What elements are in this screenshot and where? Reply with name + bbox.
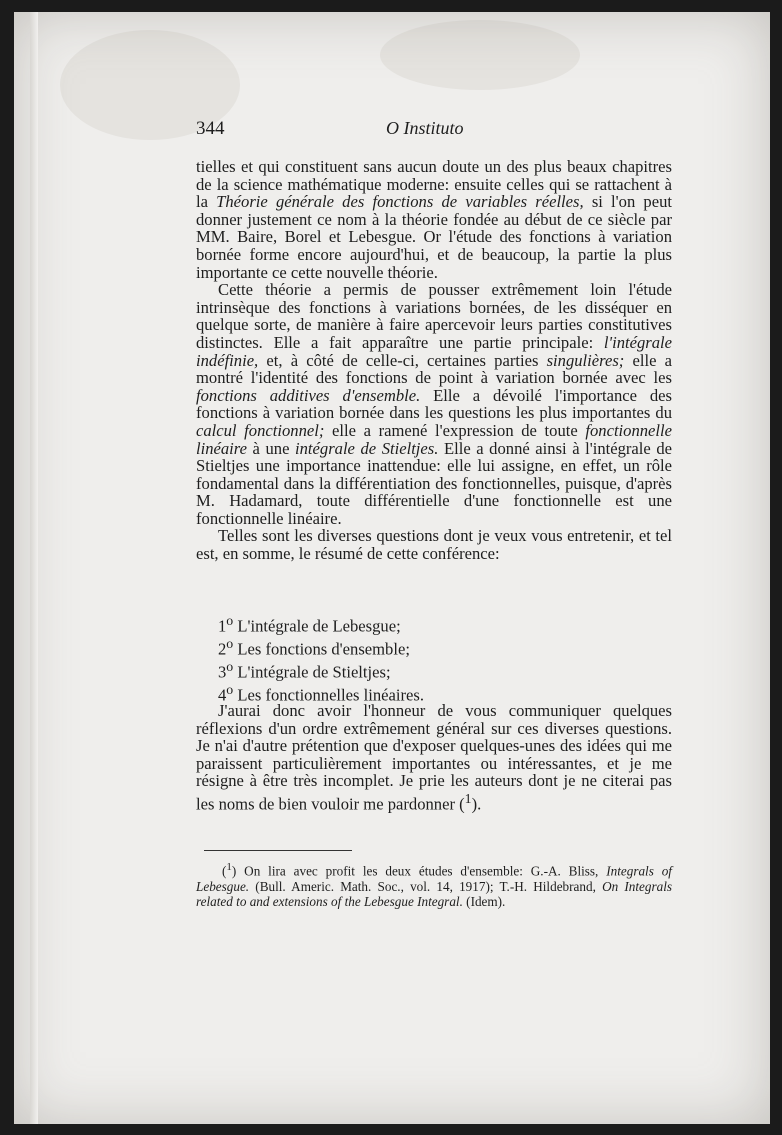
text-run: tielles et qui constituent sans aucun doute un des plus beaux chapitres de la science mathématique moderne: ensuite celles qui se rattachent à la [196, 157, 672, 212]
text-run: Elle a donné ainsi à l'intégrale de Stieltjes une importance inattendue: elle lui assigne, en effet, un rôle fondamental dans la différentiation des fonctionnelles, puisque, d'après M. Hadamard, toute différentielle d'une fonctionnelle est une fonctionnelle linéaire. [196, 438, 672, 528]
paragraph-1 [196, 158, 672, 281]
list-item-text: L'intégrale de Stieltjes; [233, 662, 391, 682]
text-run: si l'on peut donner justement ce nom à la théorie fondée au début de ce siècle par MM. Baire, Borel et Lebesgue. Or l'étude des fonctions à variation bornée forme encore aujourd'hui, et de beaucoup, la partie la plus importante ce cette nouvelle théorie. [196, 192, 672, 282]
italic-text: Integrals of Lebesgue. [196, 863, 672, 894]
list-ordinal: 3 [218, 662, 227, 682]
running-title: O Instituto [386, 118, 464, 138]
text-run: Elle a dévoilé l'importance des fonctions à variation bornée dans les questions les plus importantes du [196, 385, 672, 423]
topic-list [218, 612, 658, 705]
paragraph-2 [196, 281, 672, 527]
text-run: (Bull. Americ. Math. Soc., vol. 14, 1917); T.-H. Hildebrand, [249, 878, 603, 894]
text-run: à une [247, 438, 296, 458]
italic-text: Théorie générale des fonctions de variables réelles, [216, 192, 584, 212]
text-run: Telles sont les diverses questions dont je veux vous entretenir, et tel est, en somme, le résumé de cette conférence: [196, 526, 672, 564]
text-run: elle a ramené l'expression de toute [324, 420, 586, 440]
list-item [218, 612, 658, 635]
ordinal-suffix: o [226, 659, 234, 675]
list-ordinal: 4 [218, 685, 227, 705]
footnote-marker: 1 [226, 861, 232, 873]
list-item [218, 658, 658, 681]
list-item [218, 635, 658, 658]
ordinal-suffix: o [226, 613, 234, 628]
italic-text: singulières; [546, 350, 625, 370]
italic-text: fonctions additives d'ensemble. [196, 385, 421, 405]
text-run: Cette théorie a permis de pousser extrêmement loin l'étude intrinsèque des fonctions à variations bornées, de les disséquer en quelque sorte, de manière à faire apercevoir leurs parties constitutives distinctes. Elle a fait apparaître une partie principale: [196, 280, 672, 352]
list-ordinal: 2 [218, 639, 227, 659]
ordinal-suffix: o [226, 682, 234, 698]
italic-text: On Integrals related to and extensions of the Lebesgue Integral. [196, 878, 672, 909]
running-header [196, 118, 672, 142]
page-number: 344 [196, 118, 225, 139]
list-item-text: Les fonctionnelles linéaires. [233, 685, 424, 705]
footnote [196, 860, 672, 909]
body-text [196, 158, 672, 563]
closing-paragraph [196, 702, 672, 813]
text-run: J'aurai donc avoir l'honneur de vous communiquer quelques réflexions d'un ordre extrêmement général sur ces diverses questions. Je n'ai d'autre prétention que d'exposer quelques-unes des idées qui me paraissent particulièrement importantes ou intéressantes, et je me résigne à être très incomplet. Je prie les auteurs dont je ne citerai pas les noms de bien vouloir me pardonner ( [196, 701, 672, 814]
italic-text: fonctionnelle linéaire [196, 420, 673, 458]
ordinal-suffix: o [226, 636, 234, 652]
list-ordinal: 1 [218, 616, 227, 636]
text-run: ) On lira avec profit les deux études d'ensemble: G.-A. Bliss, [231, 863, 607, 879]
list-item-text: Les fonctions d'ensemble; [233, 639, 410, 659]
italic-text: l'intégrale indéfinie, [196, 332, 672, 370]
paragraph-3 [196, 527, 672, 562]
text-run: (Idem). [462, 893, 506, 909]
list-item-text: L'intégrale de Lebesgue; [233, 616, 401, 636]
text-run: elle a montré l'identité des fonctions de point à variation bornée avec les [196, 350, 672, 388]
footnote-rule [204, 850, 352, 851]
text-run: ( [222, 863, 227, 879]
footnote-marker: 1 [464, 790, 472, 806]
italic-text: calcul fonctionnel; [196, 420, 325, 440]
text-run: et, à côté de celle-ci, certaines parties [258, 350, 547, 370]
text-run: ). [471, 794, 482, 814]
italic-text: intégrale de Stieltjes. [295, 438, 439, 458]
